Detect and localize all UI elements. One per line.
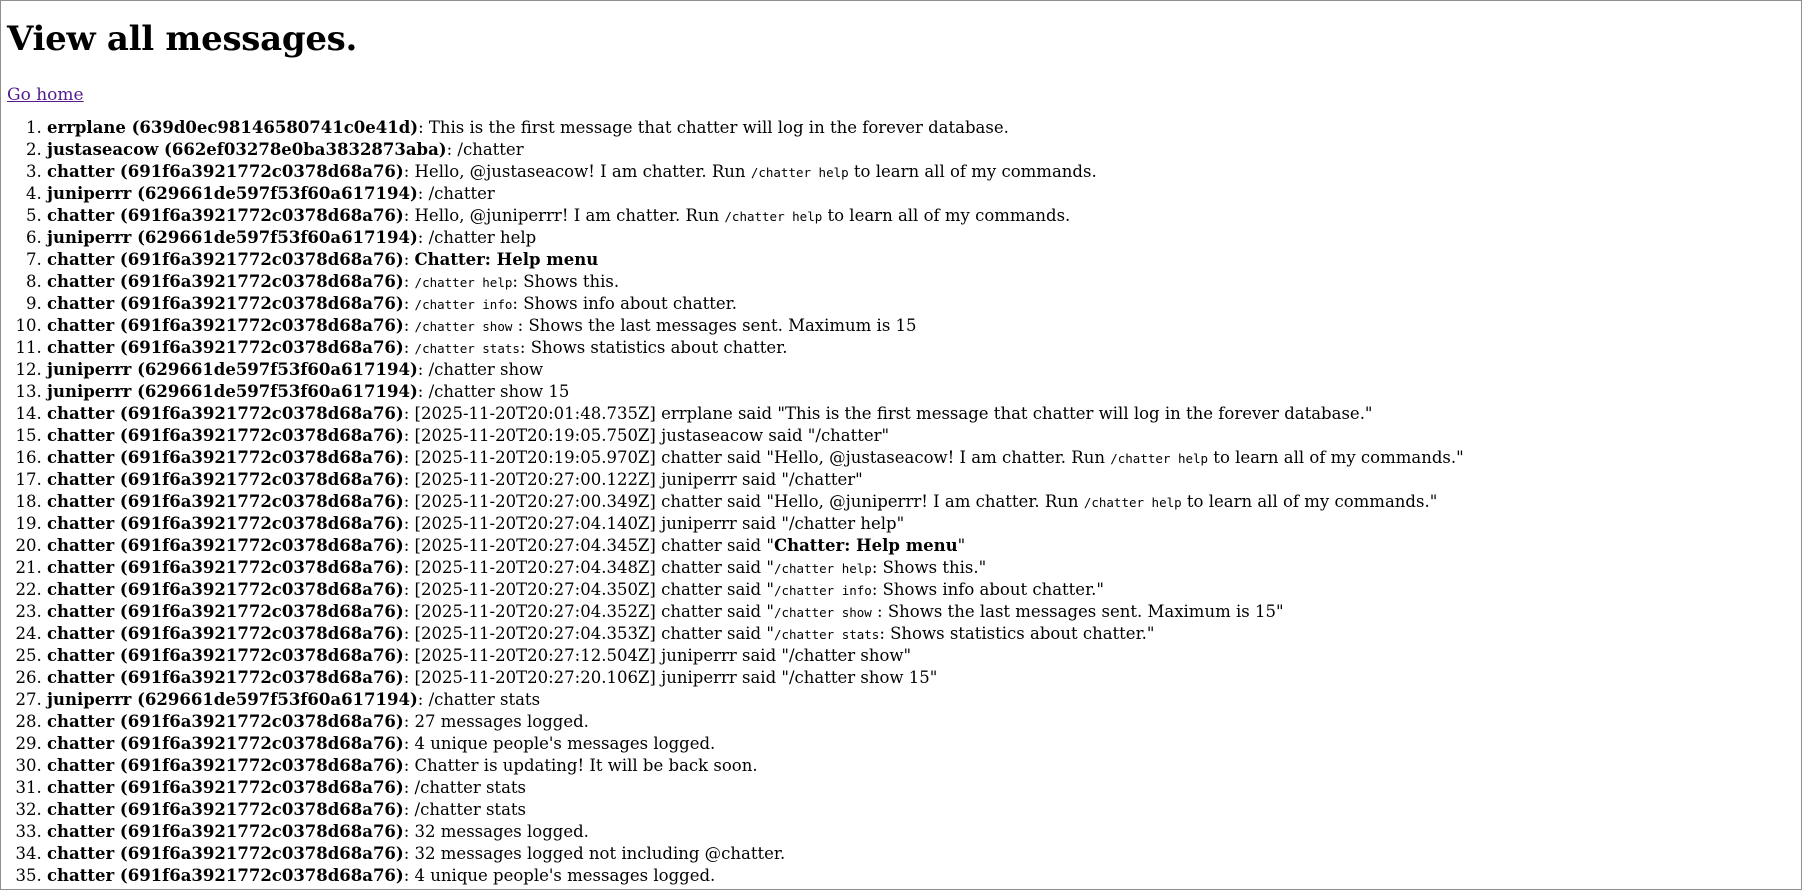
message-command-code: /chatter info [773, 583, 872, 598]
message-item: 19. chatter (691f6a3921772c0378d68a76): [2025-11-20T20:27:04.140Z] juniperrr said "/chatter help" [47, 513, 1795, 535]
message-author: chatter (691f6a3921772c0378d68a76) [47, 404, 404, 423]
message-author: chatter (691f6a3921772c0378d68a76) [47, 514, 404, 533]
message-author: juniperrr (629661de597f53f60a617194) [47, 360, 418, 379]
message-item: 14. chatter (691f6a3921772c0378d68a76): [2025-11-20T20:01:48.735Z] errplane said "This is the first message that chatter will log in the forever database." [47, 403, 1795, 425]
message-item: 34. chatter (691f6a3921772c0378d68a76): 32 messages logged not including @chatter. [47, 843, 1795, 865]
message-text: /chatter stats [414, 778, 527, 797]
message-text: [2025-11-20T20:27:04.353Z] chatter said " [414, 624, 774, 643]
message-item: 3. chatter (691f6a3921772c0378d68a76): Hello, @justaseacow! I am chatter. Run /chatter help to learn all of my commands. [47, 161, 1795, 183]
message-author: justaseacow (662ef03278e0ba3832873aba) [47, 140, 447, 159]
message-text: Hello, @justaseacow! I am chatter. Run [414, 162, 751, 181]
message-author: chatter (691f6a3921772c0378d68a76) [47, 272, 404, 291]
message-text: : Shows statistics about chatter. [519, 338, 788, 357]
message-text: [2025-11-20T20:27:04.348Z] chatter said " [414, 558, 774, 577]
message-command-code: /chatter info [414, 297, 513, 312]
message-text: [2025-11-20T20:27:00.122Z] juniperrr said "/chatter" [414, 470, 863, 489]
message-text: /chatter stats [414, 800, 527, 819]
message-bold-text: Chatter: Help menu [414, 250, 599, 269]
message-item: 31. chatter (691f6a3921772c0378d68a76): /chatter stats [47, 777, 1795, 799]
message-text: [2025-11-20T20:27:00.349Z] chatter said "Hello, @juniperrr! I am chatter. Run [414, 492, 1084, 511]
message-text: /chatter help [428, 228, 537, 247]
message-author: chatter (691f6a3921772c0378d68a76) [47, 712, 404, 731]
message-author: chatter (691f6a3921772c0378d68a76) [47, 426, 404, 445]
message-item: 4. juniperrr (629661de597f53f60a617194): /chatter [47, 183, 1795, 205]
message-text: : Shows statistics about chatter." [879, 624, 1155, 643]
message-text: Chatter is updating! It will be back soon. [414, 756, 758, 775]
message-item: 18. chatter (691f6a3921772c0378d68a76): [2025-11-20T20:27:00.349Z] chatter said "Hello, @juniperrr! I am chatter. Run /chatter help to learn all of my commands." [47, 491, 1795, 513]
message-author: chatter (691f6a3921772c0378d68a76) [47, 162, 404, 181]
message-text: /chatter [428, 184, 495, 203]
message-text: [2025-11-20T20:27:04.345Z] chatter said " [414, 536, 774, 555]
message-author: chatter (691f6a3921772c0378d68a76) [47, 536, 404, 555]
message-text: 4 unique people's messages logged. [414, 866, 716, 885]
message-item: 17. chatter (691f6a3921772c0378d68a76): [2025-11-20T20:27:00.122Z] juniperrr said "/chatter" [47, 469, 1795, 491]
message-text: [2025-11-20T20:27:12.504Z] juniperrr said "/chatter show" [414, 646, 912, 665]
message-text: [2025-11-20T20:19:05.750Z] justaseacow said "/chatter" [414, 426, 890, 445]
message-author: chatter (691f6a3921772c0378d68a76) [47, 470, 404, 489]
message-item: 30. chatter (691f6a3921772c0378d68a76): Chatter is updating! It will be back soon. [47, 755, 1795, 777]
message-item: 2. justaseacow (662ef03278e0ba3832873aba): /chatter [47, 139, 1795, 161]
message-command-code: /chatter help [724, 209, 823, 224]
message-list [7, 117, 1795, 887]
message-author: chatter (691f6a3921772c0378d68a76) [47, 206, 404, 225]
message-item: 21. chatter (691f6a3921772c0378d68a76): [2025-11-20T20:27:04.348Z] chatter said "/chatter help: Shows this." [47, 557, 1795, 579]
message-author: chatter (691f6a3921772c0378d68a76) [47, 800, 404, 819]
message-item: 32. chatter (691f6a3921772c0378d68a76): /chatter stats [47, 799, 1795, 821]
message-item: 9. chatter (691f6a3921772c0378d68a76): /chatter info: Shows info about chatter. [47, 293, 1795, 315]
message-item: 11. chatter (691f6a3921772c0378d68a76): /chatter stats: Shows statistics about chatter. [47, 337, 1795, 359]
message-author: juniperrr (629661de597f53f60a617194) [47, 690, 418, 709]
message-command-code: /chatter show [773, 605, 872, 620]
message-item: 15. chatter (691f6a3921772c0378d68a76): [2025-11-20T20:19:05.750Z] justaseacow said "/chatter" [47, 425, 1795, 447]
message-author: chatter (691f6a3921772c0378d68a76) [47, 624, 404, 643]
message-author: chatter (691f6a3921772c0378d68a76) [47, 778, 404, 797]
message-text: /chatter [457, 140, 524, 159]
message-text: 27 messages logged. [414, 712, 589, 731]
message-item: 10. chatter (691f6a3921772c0378d68a76): /chatter show : Shows the last messages sent. Maximum is 15 [47, 315, 1795, 337]
message-author: chatter (691f6a3921772c0378d68a76) [47, 734, 404, 753]
message-item: 33. chatter (691f6a3921772c0378d68a76): 32 messages logged. [47, 821, 1795, 843]
go-home-link[interactable]: Go home [7, 85, 84, 105]
message-text: Hello, @juniperrr! I am chatter. Run [414, 206, 725, 225]
message-author: juniperrr (629661de597f53f60a617194) [47, 184, 418, 203]
message-item: 1. errplane (639d0ec98146580741c0e41d): This is the first message that chatter will log in the forever database. [47, 117, 1795, 139]
message-text: : Shows info about chatter." [871, 580, 1104, 599]
message-text: to learn all of my commands." [1208, 448, 1464, 467]
message-command-code: /chatter help [1083, 495, 1182, 510]
message-text: [2025-11-20T20:01:48.735Z] errplane said "This is the first message that chatter will log in the forever database." [414, 404, 1373, 423]
message-author: chatter (691f6a3921772c0378d68a76) [47, 646, 404, 665]
message-item: 27. juniperrr (629661de597f53f60a617194): /chatter stats [47, 689, 1795, 711]
message-author: chatter (691f6a3921772c0378d68a76) [47, 338, 404, 357]
message-text: [2025-11-20T20:27:04.140Z] juniperrr said "/chatter help" [414, 514, 905, 533]
message-command-code: /chatter help [773, 561, 872, 576]
message-item: 24. chatter (691f6a3921772c0378d68a76): [2025-11-20T20:27:04.353Z] chatter said "/chatter stats: Shows statistics about chatter." [47, 623, 1795, 645]
home-link-container [7, 84, 1795, 106]
message-item: 35. chatter (691f6a3921772c0378d68a76): 4 unique people's messages logged. [47, 865, 1795, 887]
message-text: [2025-11-20T20:27:04.352Z] chatter said " [414, 602, 774, 621]
message-text: [2025-11-20T20:27:04.350Z] chatter said " [414, 580, 774, 599]
message-author: chatter (691f6a3921772c0378d68a76) [47, 844, 404, 863]
message-item: 8. chatter (691f6a3921772c0378d68a76): /chatter help: Shows this. [47, 271, 1795, 293]
message-bold-text: Chatter: Help menu [773, 536, 958, 555]
message-item: 16. chatter (691f6a3921772c0378d68a76): [2025-11-20T20:19:05.970Z] chatter said "Hello, @justaseacow! I am chatter. Run /chatter help to learn all of my commands." [47, 447, 1795, 469]
message-text: : Shows info about chatter. [512, 294, 737, 313]
message-text: [2025-11-20T20:27:20.106Z] juniperrr said "/chatter show 15" [414, 668, 938, 687]
message-command-code: /chatter show [414, 319, 513, 334]
message-author: chatter (691f6a3921772c0378d68a76) [47, 250, 404, 269]
message-author: chatter (691f6a3921772c0378d68a76) [47, 822, 404, 841]
message-author: chatter (691f6a3921772c0378d68a76) [47, 558, 404, 577]
message-text: 4 unique people's messages logged. [414, 734, 716, 753]
message-command-code: /chatter help [750, 165, 849, 180]
message-author: chatter (691f6a3921772c0378d68a76) [47, 866, 404, 885]
message-text: : Shows this." [871, 558, 987, 577]
message-command-code: /chatter help [1110, 451, 1209, 466]
message-item: 20. chatter (691f6a3921772c0378d68a76): [2025-11-20T20:27:04.345Z] chatter said "Chatter: Help menu" [47, 535, 1795, 557]
message-author: chatter (691f6a3921772c0378d68a76) [47, 756, 404, 775]
message-author: chatter (691f6a3921772c0378d68a76) [47, 294, 404, 313]
message-text: to learn all of my commands." [1181, 492, 1438, 511]
message-text: 32 messages logged. [414, 822, 589, 841]
message-text: /chatter show 15 [428, 382, 570, 401]
message-text: : Shows the last messages sent. Maximum is 15" [871, 602, 1284, 621]
message-text: [2025-11-20T20:19:05.970Z] chatter said "Hello, @justaseacow! I am chatter. Run [414, 448, 1111, 467]
message-item: 26. chatter (691f6a3921772c0378d68a76): [2025-11-20T20:27:20.106Z] juniperrr said "/chatter show 15" [47, 667, 1795, 689]
message-item: 6. juniperrr (629661de597f53f60a617194): /chatter help [47, 227, 1795, 249]
message-item: 13. juniperrr (629661de597f53f60a617194): /chatter show 15 [47, 381, 1795, 403]
message-text: /chatter show [428, 360, 544, 379]
message-text: 32 messages logged not including @chatter. [414, 844, 786, 863]
message-text: : Shows the last messages sent. Maximum is 15 [512, 316, 917, 335]
message-item: 12. juniperrr (629661de597f53f60a617194): /chatter show [47, 359, 1795, 381]
message-text: This is the first message that chatter will log in the forever database. [428, 118, 1009, 137]
message-item: 28. chatter (691f6a3921772c0378d68a76): 27 messages logged. [47, 711, 1795, 733]
message-text: " [957, 536, 966, 555]
message-text: /chatter stats [428, 690, 541, 709]
message-command-code: /chatter stats [414, 341, 520, 356]
message-item: 23. chatter (691f6a3921772c0378d68a76): [2025-11-20T20:27:04.352Z] chatter said "/chatter show : Shows the last messages sent. Maximum is 15" [47, 601, 1795, 623]
message-text: to learn all of my commands. [848, 162, 1097, 181]
message-item: 5. chatter (691f6a3921772c0378d68a76): Hello, @juniperrr! I am chatter. Run /chatter help to learn all of my commands. [47, 205, 1795, 227]
message-author: chatter (691f6a3921772c0378d68a76) [47, 316, 404, 335]
message-author: errplane (639d0ec98146580741c0e41d) [47, 118, 419, 137]
message-author: chatter (691f6a3921772c0378d68a76) [47, 448, 404, 467]
message-item: 29. chatter (691f6a3921772c0378d68a76): 4 unique people's messages logged. [47, 733, 1795, 755]
message-command-code: /chatter stats [773, 627, 880, 642]
message-author: chatter (691f6a3921772c0378d68a76) [47, 668, 404, 687]
message-author: chatter (691f6a3921772c0378d68a76) [47, 492, 404, 511]
message-item: 25. chatter (691f6a3921772c0378d68a76): [2025-11-20T20:27:12.504Z] juniperrr said "/chatter show" [47, 645, 1795, 667]
message-author: juniperrr (629661de597f53f60a617194) [47, 382, 418, 401]
message-text: to learn all of my commands. [822, 206, 1071, 225]
message-text: : Shows this. [512, 272, 620, 291]
message-item: 7. chatter (691f6a3921772c0378d68a76): Chatter: Help menu [47, 249, 1795, 271]
message-command-code: /chatter help [414, 275, 513, 290]
message-item: 22. chatter (691f6a3921772c0378d68a76): [2025-11-20T20:27:04.350Z] chatter said "/chatter info: Shows info about chatter." [47, 579, 1795, 601]
message-author: chatter (691f6a3921772c0378d68a76) [47, 602, 404, 621]
page-title: View all messages. [7, 19, 358, 59]
message-author: juniperrr (629661de597f53f60a617194) [47, 228, 418, 247]
message-author: chatter (691f6a3921772c0378d68a76) [47, 580, 404, 599]
